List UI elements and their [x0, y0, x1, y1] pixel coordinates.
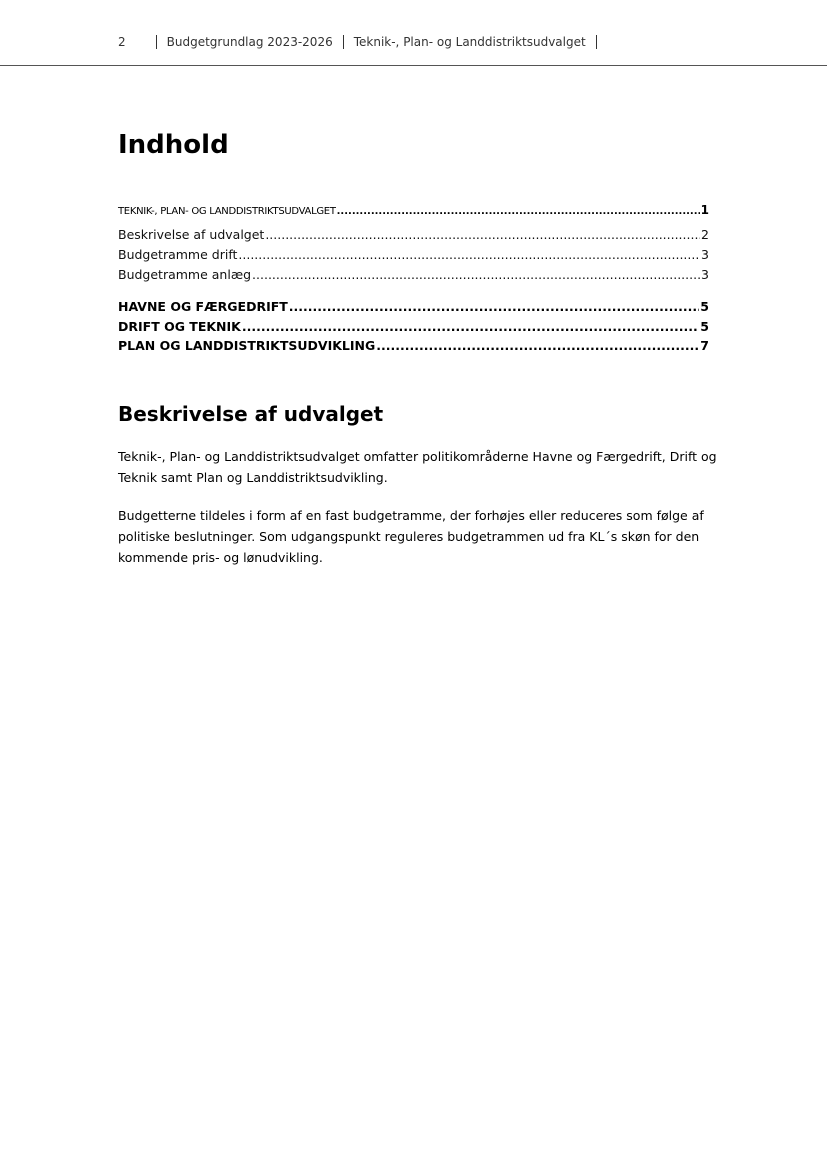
toc-entry-page: 5	[700, 318, 709, 334]
toc-entry-title: Budgetramme drift	[118, 247, 238, 262]
table-of-contents	[118, 203, 709, 358]
header-row	[118, 35, 607, 49]
toc-entry-page: 7	[700, 338, 709, 353]
toc-entry-drift-teknik[interactable]	[118, 319, 709, 339]
toc-leader	[265, 227, 700, 242]
toc-entry-budgetramme-drift[interactable]	[118, 247, 709, 267]
toc-heading: Indhold	[118, 130, 229, 160]
page-header	[0, 0, 827, 66]
toc-entry-havne-faergedrift[interactable]	[118, 299, 709, 319]
toc-entry-title: PLAN OG LANDDISTRIKTSUDVIKLING	[118, 338, 376, 353]
toc-entry-beskrivelse[interactable]	[118, 227, 709, 247]
toc-leader	[252, 267, 700, 282]
header-separator	[343, 35, 344, 49]
section-paragraph: Teknik-, Plan- og Landdistriktsudvalget omfatter politikområderne Havne og Færgedrift, Drift og Teknik samt Plan og Landdistriktsudvikling.	[118, 449, 717, 485]
toc-leader	[289, 299, 700, 314]
toc-entry-title: TEKNIK-, PLAN- OG LANDDISTRIKTSUDVALGET	[118, 206, 336, 217]
toc-entry-teknik-plan-landdistrikt[interactable]	[118, 203, 709, 219]
toc-entry-title: Beskrivelse af udvalget	[118, 227, 265, 242]
toc-leader	[242, 319, 699, 334]
toc-entry-page: 1	[700, 203, 709, 217]
toc-entry-plan-landdistriktsudvikling[interactable]	[118, 338, 709, 358]
document-title: Budgetgrundlag 2023-2026	[166, 35, 333, 49]
toc-entry-page: 5	[700, 299, 709, 314]
section-title: Teknik-, Plan- og Landdistriktsudvalget	[353, 35, 586, 49]
toc-leader	[337, 206, 700, 217]
toc-entry-page: 3	[701, 247, 709, 262]
toc-entry-title: DRIFT OG TEKNIK	[118, 318, 241, 334]
section-heading: Beskrivelse af udvalget	[118, 402, 384, 426]
toc-entry-page: 3	[701, 267, 709, 282]
toc-entry-budgetramme-anlaeg[interactable]	[118, 267, 709, 287]
header-separator	[596, 35, 597, 49]
toc-leader	[238, 247, 700, 262]
header-separator	[156, 35, 157, 49]
toc-entry-page: 2	[701, 227, 709, 242]
toc-leader	[376, 338, 699, 353]
page-number: 2	[118, 35, 126, 49]
toc-entry-title: HAVNE OG FÆRGEDRIFT	[118, 299, 288, 314]
section-paragraph: Budgetterne tildeles i form af en fast budgetramme, der forhøjes eller reduceres som følge af politiske beslutninger. Som udgangspunkt reguleres budgetrammen ud fra KL´s skøn for den kommende pris- og lønudvikling.	[118, 508, 704, 565]
toc-entry-title: Budgetramme anlæg	[118, 267, 252, 282]
